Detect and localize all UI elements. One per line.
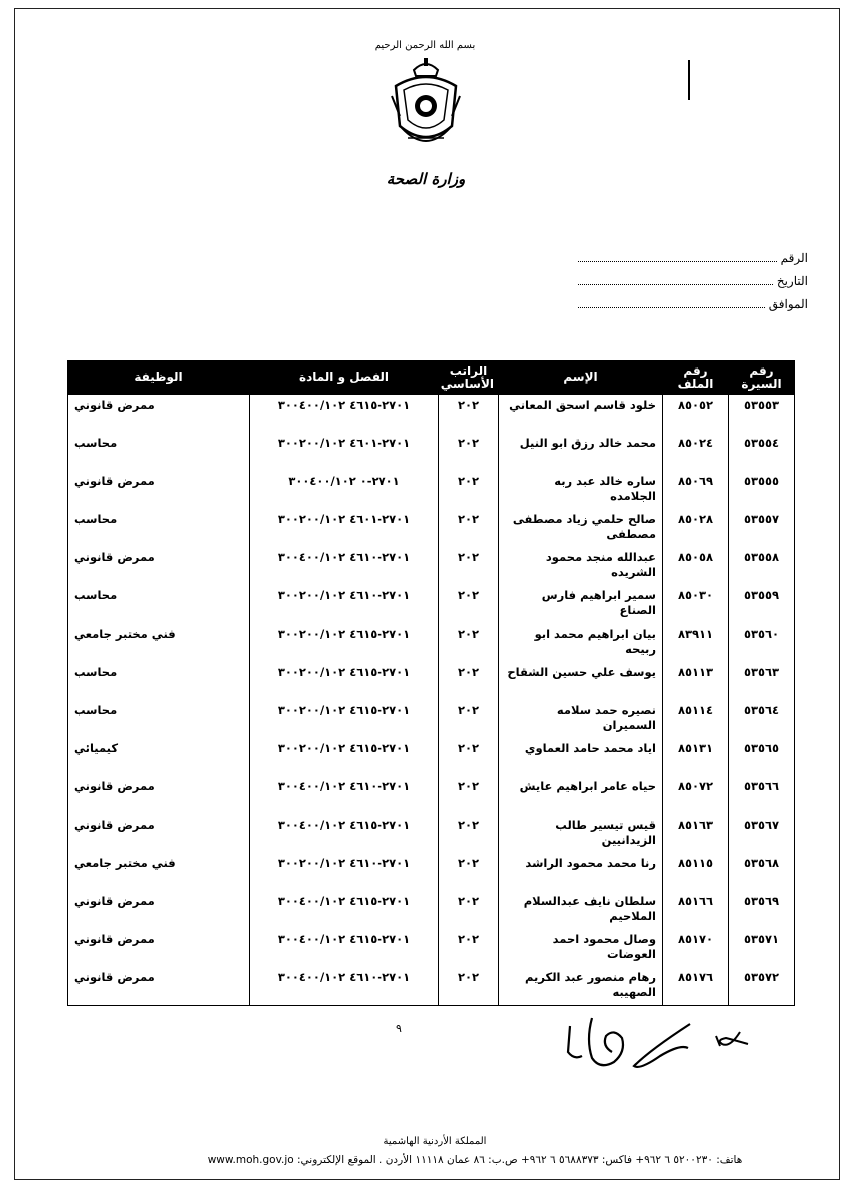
cell-account: ٢٧٠١-٤٦١٥ ٣٠٠٤٠٠/١٠٢ (250, 891, 439, 929)
reference-number-line (578, 250, 777, 262)
bismillah-text: بسم الله الرحمن الرحيم (374, 40, 476, 51)
jordan-coat-of-arms-icon (386, 56, 466, 156)
cell-job: محاسب (68, 700, 250, 738)
cell-job: محاسب (68, 509, 250, 547)
cell-job: فني مختبر جامعي (68, 624, 250, 662)
cell-job: كيميائي (68, 738, 250, 776)
cell-file: ٨٥٠٢٤ (663, 433, 729, 471)
cell-account: ٢٧٠١-٤٦١٥ ٣٠٠٢٠٠/١٠٢ (250, 662, 439, 700)
cell-code: ٥٣٥٥٤ (729, 433, 795, 471)
cell-code: ٥٣٥٥٨ (729, 547, 795, 585)
cell-code: ٥٣٥٦٤ (729, 700, 795, 738)
table-row (68, 433, 795, 471)
cell-code: ٥٣٥٦٥ (729, 738, 795, 776)
cell-file: ٨٥١١٣ (663, 662, 729, 700)
cell-job: ممرض قانوني (68, 776, 250, 814)
reference-date-row (578, 273, 808, 296)
cell-salary: ٢٠٢ (439, 776, 499, 814)
header-account: الفصل و المادة (250, 361, 439, 395)
cell-code: ٥٣٥٦٣ (729, 662, 795, 700)
cell-file: ٨٥١٦٣ (663, 815, 729, 853)
cell-salary: ٢٠٢ (439, 891, 499, 929)
cell-name: وصال محمود احمد العوضات (499, 929, 663, 967)
cell-name: صالح حلمي زياد مصطفى مصطفى (499, 509, 663, 547)
table-row (68, 815, 795, 853)
table-row (68, 471, 795, 509)
cell-salary: ٢٠٢ (439, 509, 499, 547)
cell-name: رنا محمد محمود الراشد (499, 853, 663, 891)
cell-salary: ٢٠٢ (439, 662, 499, 700)
cell-job: محاسب (68, 585, 250, 623)
cell-job: فني مختبر جامعي (68, 853, 250, 891)
page-number: ٩ (396, 1022, 402, 1035)
cell-file: ٨٥١١٤ (663, 700, 729, 738)
table-row (68, 547, 795, 585)
cell-code: ٥٣٥٥٣ (729, 395, 795, 433)
cell-account: ٢٧٠١-٠ ٣٠٠٤٠٠/١٠٢ (250, 471, 439, 509)
cell-salary: ٢٠٢ (439, 433, 499, 471)
cell-code: ٥٣٥٥٥ (729, 471, 795, 509)
cell-account: ٢٧٠١-٤٦١٥ ٣٠٠٤٠٠/١٠٢ (250, 929, 439, 967)
cell-salary: ٢٠٢ (439, 853, 499, 891)
cell-job: ممرض قانوني (68, 547, 250, 585)
cell-job: ممرض قانوني (68, 967, 250, 1005)
cell-account: ٢٧٠١-٤٦١٥ ٣٠٠٢٠٠/١٠٢ (250, 700, 439, 738)
handwritten-signatures (530, 1010, 760, 1080)
cell-job: ممرض قانوني (68, 815, 250, 853)
cell-code: ٥٣٥٦٦ (729, 776, 795, 814)
cell-name: سمير ابراهيم فارس الصناع (499, 585, 663, 623)
employee-table (67, 360, 795, 1006)
cell-name: حياه عامر ابراهيم عايش (499, 776, 663, 814)
cell-account: ٢٧٠١-٤٦٠١ ٣٠٠٢٠٠/١٠٢ (250, 509, 439, 547)
reference-corresponding-row (578, 296, 808, 319)
footer-contact: هاتف: ٥٢٠٠٢٣٠ ٦ ٩٦٢+ فاكس: ٥٦٨٨٣٧٣ ٦ ٩٦٢+ ص.ب: ٨٦ عمان ١١١١٨ الأردن . الموقع الإلكتروني: www.moh.gov.jo (207, 1154, 743, 1166)
cell-account: ٢٧٠١-٤٦١٥ ٣٠٠٤٠٠/١٠٢ (250, 395, 439, 433)
cell-salary: ٢٠٢ (439, 700, 499, 738)
cell-job: ممرض قانوني (68, 471, 250, 509)
cell-job: ممرض قانوني (68, 395, 250, 433)
cell-account: ٢٧٠١-٤٦١٥ ٣٠٠٢٠٠/١٠٢ (250, 624, 439, 662)
cell-file: ٨٥١٧٠ (663, 929, 729, 967)
cell-name: قيس تيسير طالب الزيدانيين (499, 815, 663, 853)
cell-account: ٢٧٠١-٤٦٠١ ٣٠٠٢٠٠/١٠٢ (250, 433, 439, 471)
cell-name: بيان ابراهيم محمد ابو ربيحه (499, 624, 663, 662)
reference-block (578, 250, 808, 319)
cell-file: ٨٥٠٥٢ (663, 395, 729, 433)
cell-account: ٢٧٠١-٤٦١٠ ٣٠٠٢٠٠/١٠٢ (250, 853, 439, 891)
reference-number-row (578, 250, 808, 273)
header-code: رقم السيرة (729, 361, 795, 395)
cell-code: ٥٣٥٦٩ (729, 891, 795, 929)
header-name: الإسم (499, 361, 663, 395)
cell-file: ٨٥٠٥٨ (663, 547, 729, 585)
table-row (68, 929, 795, 967)
cell-name: سلطان نايف عبدالسلام الملاحيم (499, 891, 663, 929)
cell-file: ٨٥٠٦٩ (663, 471, 729, 509)
cell-name: خلود قاسم اسحق المعاني (499, 395, 663, 433)
cell-file: ٨٣٩١١ (663, 624, 729, 662)
cell-name: اياد محمد حامد العماوي (499, 738, 663, 776)
cell-name: عبدالله منجد محمود الشريده (499, 547, 663, 585)
table-row (68, 891, 795, 929)
cell-file: ٨٥١٣١ (663, 738, 729, 776)
reference-corresponding-line (578, 296, 765, 308)
cell-name: محمد خالد رزق ابو النيل (499, 433, 663, 471)
cell-salary: ٢٠٢ (439, 471, 499, 509)
reference-date-label: التاريخ (776, 274, 808, 288)
table-row (68, 585, 795, 623)
header-job: الوظيفة (68, 361, 250, 395)
cell-job: محاسب (68, 433, 250, 471)
reference-number-label: الرقم (780, 251, 808, 265)
cell-salary: ٢٠٢ (439, 967, 499, 1005)
table-row (68, 700, 795, 738)
cell-salary: ٢٠٢ (439, 929, 499, 967)
cell-account: ٢٧٠١-٤٦١٥ ٣٠٠٢٠٠/١٠٢ (250, 738, 439, 776)
margin-mark (688, 60, 690, 100)
cell-salary: ٢٠٢ (439, 624, 499, 662)
table-row (68, 738, 795, 776)
table-header-row (68, 361, 795, 395)
table-row (68, 662, 795, 700)
cell-file: ٨٥١٦٦ (663, 891, 729, 929)
table-row (68, 776, 795, 814)
cell-code: ٥٣٥٥٩ (729, 585, 795, 623)
cell-code: ٥٣٥٦٧ (729, 815, 795, 853)
cell-code: ٥٣٥٦٠ (729, 624, 795, 662)
header-salary: الراتب الأساسي (439, 361, 499, 395)
cell-account: ٢٧٠١-٤٦١٠ ٣٠٠٤٠٠/١٠٢ (250, 547, 439, 585)
cell-file: ٨٥٠٢٨ (663, 509, 729, 547)
ministry-name: وزارة الصحة (386, 170, 466, 188)
cell-salary: ٢٠٢ (439, 738, 499, 776)
table-row (68, 624, 795, 662)
cell-file: ٨٥٠٣٠ (663, 585, 729, 623)
cell-account: ٢٧٠١-٤٦١٠ ٣٠٠٢٠٠/١٠٢ (250, 585, 439, 623)
cell-job: ممرض قانوني (68, 891, 250, 929)
table-row (68, 967, 795, 1005)
cell-code: ٥٣٥٥٧ (729, 509, 795, 547)
cell-salary: ٢٠٢ (439, 395, 499, 433)
cell-job: ممرض قانوني (68, 929, 250, 967)
table-row (68, 395, 795, 433)
cell-file: ٨٥١٧٦ (663, 967, 729, 1005)
cell-file: ٨٥١١٥ (663, 853, 729, 891)
cell-account: ٢٧٠١-٤٦١٠ ٣٠٠٤٠٠/١٠٢ (250, 776, 439, 814)
cell-salary: ٢٠٢ (439, 547, 499, 585)
cell-name: رهام منصور عبد الكريم الصهيبه (499, 967, 663, 1005)
cell-name: ساره خالد عبد ربه الجلامده (499, 471, 663, 509)
cell-name: نصيره حمد سلامه السميران (499, 700, 663, 738)
cell-file: ٨٥٠٧٢ (663, 776, 729, 814)
table-row (68, 509, 795, 547)
header-file: رقم الملف (663, 361, 729, 395)
cell-account: ٢٧٠١-٤٦١٠ ٣٠٠٤٠٠/١٠٢ (250, 967, 439, 1005)
cell-name: يوسف علي حسين الشقاح (499, 662, 663, 700)
cell-account: ٢٧٠١-٤٦١٥ ٣٠٠٤٠٠/١٠٢ (250, 815, 439, 853)
table-row (68, 853, 795, 891)
cell-code: ٥٣٥٦٨ (729, 853, 795, 891)
cell-job: محاسب (68, 662, 250, 700)
cell-salary: ٢٠٢ (439, 815, 499, 853)
cell-salary: ٢٠٢ (439, 585, 499, 623)
cell-code: ٥٣٥٧٢ (729, 967, 795, 1005)
cell-code: ٥٣٥٧١ (729, 929, 795, 967)
reference-date-line (578, 273, 773, 285)
footer-country: المملكة الأردنية الهاشمية (383, 1136, 487, 1147)
reference-corresponding-label: الموافق (768, 297, 808, 311)
